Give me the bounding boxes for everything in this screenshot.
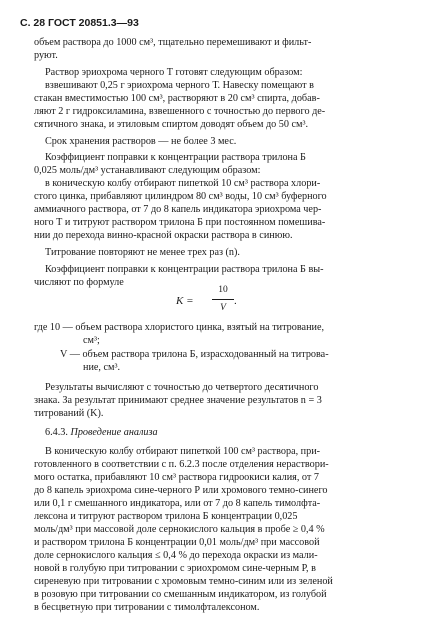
text-line: новой в голубую при титровании с эриохромом сине-черным Р, в [34,563,316,574]
text-line: ного Т и титруют раствором трилона Б при постоянном помешива- [34,217,326,228]
text-line: Коэффициент поправки к концентрации раствора трилона Б [45,152,306,163]
formula-tail: . [234,295,237,307]
section-heading: 6.4.3. Проведение анализа [45,427,158,438]
text-line: В коническую колбу отбирают пипеткой 100 см³ раствора, при- [45,446,321,457]
text-line: 0,025 моль/дм³ устанавливают следующим образом: [34,165,261,176]
text-line: см³; [83,335,100,346]
formula-fraction [212,284,234,315]
text-line: сиреневую при титровании с хромовым темно-синим или из зеленой [34,576,333,587]
text-line: Коэффициент поправки к концентрации раствора трилона Б вы- [45,264,324,275]
text-line: мого остатка, прибавляют 10 см³ раствора гидроокиси калия, от 7 [34,472,319,483]
text-line: аммиачного раствора, от 7 до 8 капель индикатора эриохрома чер- [34,204,322,215]
text-line: и раствором трилона Б концентрации 0,01 моль/дм³ при массовой [34,537,320,548]
formula-lhs: K = [176,295,194,307]
text-line: ляют 2 г гидроксиламина, взвешенного с точностью до первого де- [34,106,326,117]
text-line: руют. [34,50,58,61]
text-line: объем раствора до 1000 см³, тщательно перемешивают и фильт- [34,37,312,48]
text-line: Срок хранения растворов — не более 3 мес. [45,136,237,147]
text-line: знака. За результат принимают среднее значение результатов n = 3 [34,395,322,406]
text-line: числяют по формуле [34,277,124,288]
formula-denominator: V [220,303,226,313]
text-line: ние, см³. [83,362,121,373]
formula-numerator: 10 [218,285,228,295]
text-line: Результаты вычисляют с точностью до четвертого десятичного [45,382,319,393]
text-line: в коническую колбу отбирают пипеткой 10 см³ раствора хлори- [45,178,321,189]
formula [176,284,266,318]
text-line: готовленного в соответствии с п. 6.2.3 после отделения нераствори- [34,459,329,470]
text-line: сятичного знака, и этиловым спиртом доводят объем до 50 см³. [34,119,309,130]
text-line: нии до перехода винно-красной окраски раствора в синюю. [34,230,293,241]
text-line: Титрование повторяют не менее трех раз (n). [45,247,240,258]
text-line: стакан вместимостью 100 см³, растворяют в 20 см³ спирта, добав- [34,93,320,104]
page-header: С. 28 ГОСТ 20851.3—93 [20,17,139,29]
text-line: моль/дм³ при массовой доле сернокислого кальция в пробе ≥ 0,4 % [34,524,325,535]
text-line: взвешивают 0,25 г эриохрома черного Т. Навеску помещают в [45,80,314,91]
text-line: Раствор эриохрома черного Т готовят следующим образом: [45,67,303,78]
fraction-bar [212,299,234,300]
text-line: до 8 капель эриохрома сине-черного Р или хромового темно-синего [34,485,328,496]
text-line: стого цинка, прибавляют цилиндром 80 см³ воды, 10 см³ буферного [34,191,327,202]
text-line: в бесцветную при титровании с тимолфталексоном. [34,602,260,613]
text-line: где 10 — объем раствора хлористого цинка, взятый на титрование, [34,322,325,333]
text-line: титрований (K). [34,408,104,419]
text-line: V — объем раствора трилона Б, израсходованный на титрова- [60,349,329,360]
text-line: в розовую при титровании со смешанным индикатором, из голубой [34,589,327,600]
text-line: или 0,1 г смешанного индикатора, или от 7 до 8 капель тимолфта- [34,498,321,509]
text-line: доле сернокислого кальция ≤ 0,4 % до перехода окраски из мали- [34,550,318,561]
text-line: лексона и титруют раствором трилона Б концентрации 0,025 [34,511,298,522]
